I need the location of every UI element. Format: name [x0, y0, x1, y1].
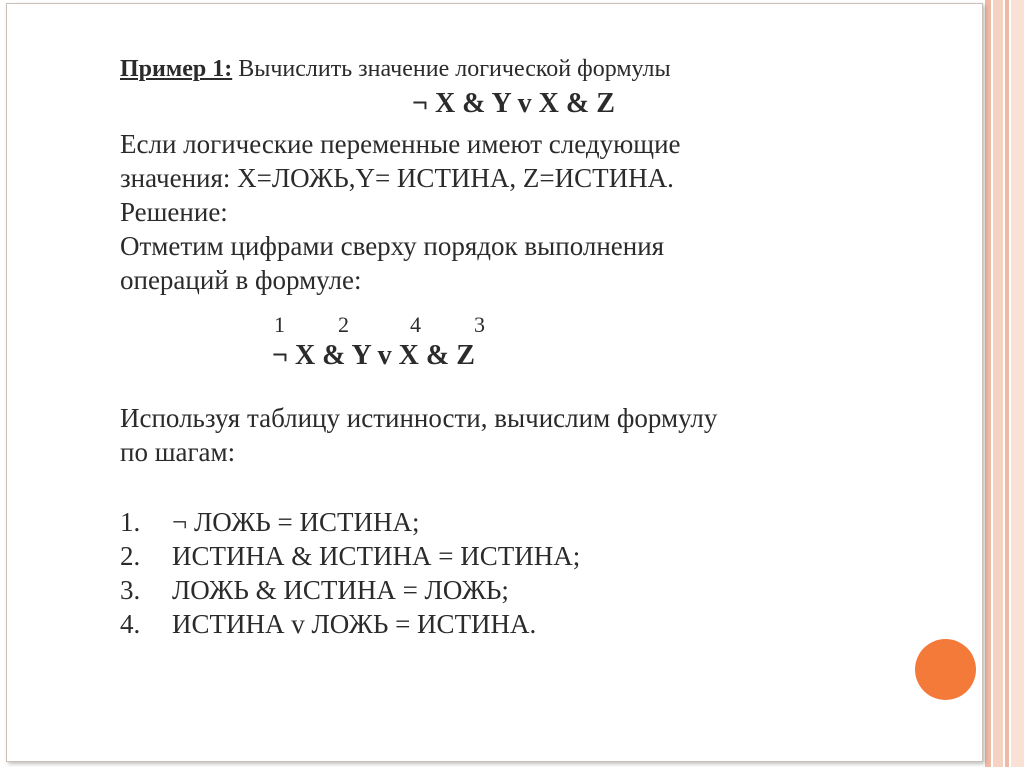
body-line: Если логические переменные имеют следующие	[120, 129, 681, 159]
steps-intro-line: Используя таблицу истинности, вычислим формулу	[120, 403, 718, 433]
order-number: 4	[410, 312, 421, 337]
example-heading	[120, 52, 671, 86]
body-line: Решение:	[120, 197, 228, 227]
example-task: Вычислить значение логической формулы	[232, 56, 671, 82]
main-formula: ¬ X & Y v X & Z	[412, 88, 615, 119]
step-number: 2.	[120, 541, 141, 571]
step-text: ЛОЖЬ & ИСТИНА = ЛОЖЬ;	[172, 575, 509, 605]
step-text: ИСТИНА & ИСТИНА = ИСТИНА;	[172, 541, 581, 571]
step-number: 3.	[120, 575, 141, 605]
step-text: ¬ ЛОЖЬ = ИСТИНА;	[172, 507, 420, 537]
body-line: значения: X=ЛОЖЬ,Y= ИСТИНА, Z=ИСТИНА.	[120, 163, 674, 193]
order-number: 1	[274, 312, 285, 337]
step-text: ИСТИНА v ЛОЖЬ = ИСТИНА.	[172, 609, 537, 639]
steps-intro-line: по шагам:	[120, 437, 236, 467]
order-number: 3	[474, 312, 485, 337]
annotated-formula: ¬ X & Y v X & Z	[272, 340, 475, 371]
example-label: Пример 1:	[120, 56, 233, 82]
step-number: 4.	[120, 609, 141, 639]
step-item	[120, 505, 420, 539]
step-number: 1.	[120, 507, 141, 537]
step-item	[120, 573, 509, 607]
decorative-stripe	[985, 0, 991, 767]
order-number: 2	[338, 312, 349, 337]
step-item	[120, 607, 536, 641]
body-line: Отметим цифрами сверху порядок выполнения	[120, 231, 665, 261]
decorative-stripe	[1011, 0, 1024, 767]
decorative-stripe	[1005, 0, 1009, 767]
decorative-stripe	[993, 0, 1003, 767]
step-item	[120, 539, 580, 573]
body-line: операций в формуле:	[120, 265, 362, 295]
decorative-circle	[915, 639, 976, 700]
